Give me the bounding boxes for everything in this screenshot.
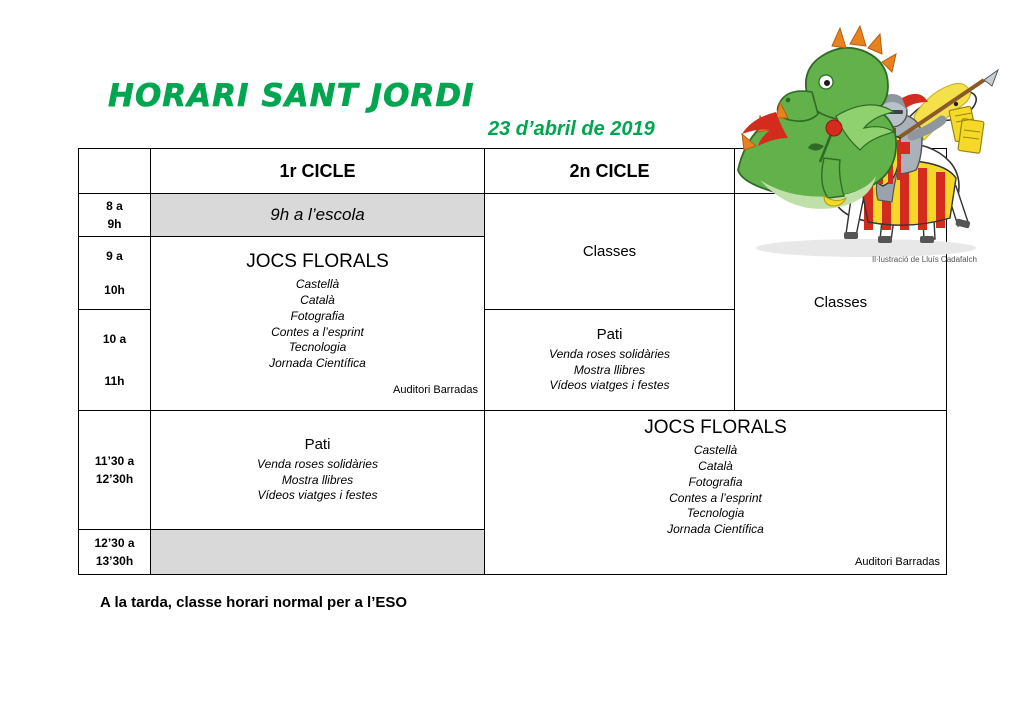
pati-title-2: Pati bbox=[596, 325, 623, 343]
header-cell-time bbox=[79, 149, 151, 194]
pati-item: Mostra llibres bbox=[573, 362, 646, 377]
time-cell-4 bbox=[79, 411, 151, 530]
jocs-item: Castellà bbox=[295, 276, 340, 291]
cell-pati-cycle1 bbox=[151, 411, 485, 530]
jocs-item: Contes a l’esprint bbox=[271, 324, 364, 339]
jocs-item: Contes a l’esprint bbox=[669, 490, 762, 505]
cell-jocs-florals-cycle2-batx bbox=[485, 411, 947, 575]
cell-jocs-florals-cycle1 bbox=[151, 237, 485, 411]
auditori-label-2: Auditori Barradas bbox=[855, 556, 940, 569]
time-cell-2-to: 10h bbox=[104, 283, 125, 297]
jocs-item: Fotografia bbox=[688, 474, 743, 489]
footnote-text: A la tarda, classe horari normal per a l’ESO bbox=[100, 594, 408, 611]
time-cell-1-to: 9h bbox=[107, 217, 122, 231]
cell-classes-batx: Classes bbox=[735, 194, 947, 411]
time-cell-1-from: 8 a bbox=[106, 199, 123, 213]
header-cell-cycle1: 1r CICLE bbox=[151, 149, 485, 194]
jocs-item: Fotografia bbox=[290, 308, 345, 323]
jocs-item: Català bbox=[698, 458, 733, 473]
jocs-item: Tecnologia bbox=[686, 506, 745, 521]
cell-escola: 9h a l’escola bbox=[151, 194, 485, 237]
time-cell-5-from: 12’30 a bbox=[94, 536, 135, 550]
auditori-label-1: Auditori Barradas bbox=[393, 384, 478, 397]
pati-item: Vídeos viatges i festes bbox=[257, 488, 378, 503]
jocs-florals-title-2: JOCS FLORALS bbox=[644, 416, 787, 438]
pati-item: Mostra llibres bbox=[281, 472, 354, 487]
table-row bbox=[79, 411, 947, 530]
pati-item: Venda roses solidàries bbox=[257, 456, 378, 471]
time-cell-4-from: 11’30 a bbox=[94, 454, 135, 468]
pati-item: Venda roses solidàries bbox=[549, 346, 670, 361]
cell-pati-cycle2 bbox=[485, 310, 735, 411]
pati-title-1: Pati bbox=[304, 435, 331, 453]
cell-classes-cycle2: Classes bbox=[485, 194, 735, 310]
page-title: HORARI SANT JORDI bbox=[108, 78, 475, 114]
jocs-item: Jornada Científica bbox=[269, 356, 366, 371]
time-cell-5-to: 13’30h bbox=[95, 554, 134, 568]
jocs-item: Català bbox=[300, 292, 335, 307]
illustration-credit: Il·lustració de Lluís Cadafalch bbox=[872, 255, 977, 264]
time-cell-1 bbox=[79, 194, 151, 237]
pati-item: Vídeos viatges i festes bbox=[549, 378, 670, 393]
sant-jordi-illustration bbox=[716, 20, 1006, 270]
time-cell-3-from: 10 a bbox=[102, 332, 127, 346]
header-cell-cycle2: 2n CICLE bbox=[485, 149, 735, 194]
time-cell-2-from: 9 a bbox=[106, 249, 123, 263]
time-cell-4-to: 12’30h bbox=[95, 472, 134, 486]
jocs-florals-title-1: JOCS FLORALS bbox=[246, 250, 389, 272]
jocs-item: Tecnologia bbox=[288, 340, 347, 355]
time-cell-5 bbox=[79, 530, 151, 575]
cell-empty-shaded bbox=[151, 530, 485, 575]
time-cell-2 bbox=[79, 237, 151, 310]
page-subtitle-date: 23 d’abril de 2019 bbox=[488, 118, 655, 140]
dragon-shape bbox=[738, 26, 896, 209]
time-cell-3-to: 11h bbox=[104, 374, 125, 388]
time-cell-3 bbox=[79, 310, 151, 411]
jocs-item: Castellà bbox=[693, 442, 738, 457]
jocs-item: Jornada Científica bbox=[667, 522, 764, 537]
books-shape bbox=[949, 106, 984, 153]
